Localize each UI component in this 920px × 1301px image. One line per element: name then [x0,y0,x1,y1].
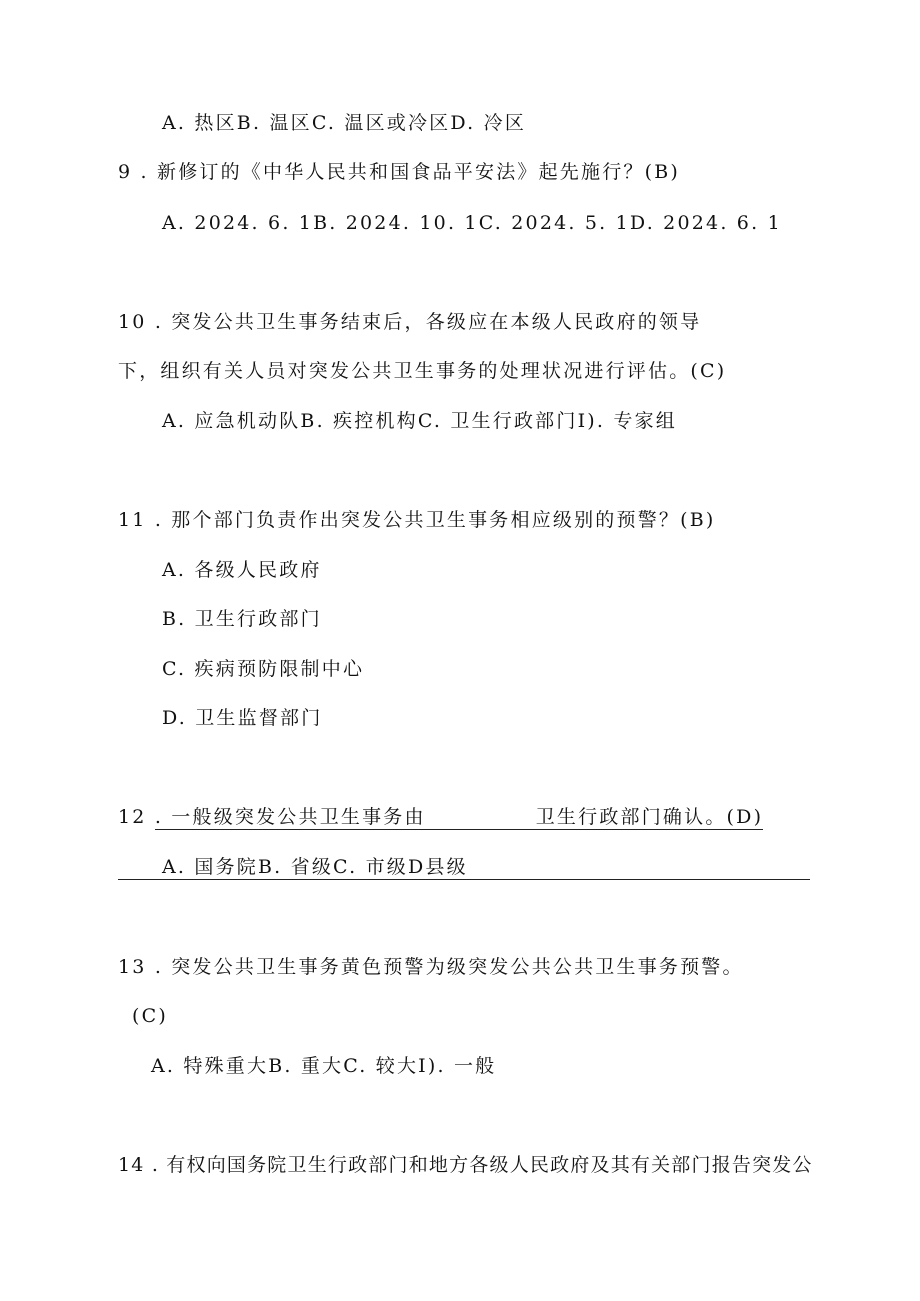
q13-stem-line2: (C) [132,1005,168,1027]
q14-stem-line1: 14 . 有权向国务院卫生行政部门和地方各级人民政府及其有关部门报告突发公 [118,1154,813,1176]
q8-options: A. 热区B. 温区C. 温区或冷区D. 冷区 [162,112,527,134]
q10-stem-line2: 下，组织有关人员对突发公共卫生事务的处理状况进行评估。(C) [118,360,727,382]
q11-option-d: D. 卫生监督部门 [162,707,323,729]
q12-stem-underlined [155,806,763,830]
q9-stem: 9 . 新修订的《中华人民共和国食品平安法》起先施行？(B) [118,161,680,183]
q9-options: A. 2024. 6. 1B. 2024. 10. 1C. 2024. 5. 1D. 2024. 6. 1 [162,212,782,234]
q11-option-c: C. 疾病预防限制中心 [162,658,365,680]
q11-stem: 11 . 那个部门负责作出突发公共卫生事务相应级别的预警？(B) [118,509,716,531]
section-divider [118,879,810,880]
q12-stem [118,805,763,829]
q12-stem-part1: . 一般级突发公共卫生事务由 [154,806,426,828]
q11-option-a: A. 各级人民政府 [162,559,322,581]
q10-stem-line1: 10 . 突发公共卫生事务结束后，各级应在本级人民政府的领导 [118,311,702,333]
q13-options: A. 特殊重大B. 重大C. 较大I). 一般 [151,1055,497,1077]
q10-options: A. 应急机动队B. 疾控机构C. 卫生行政部门I). 专家组 [162,410,677,432]
q12-options: A. 国务院B. 省级C. 市级D县级 [162,856,468,878]
q12-number: 12 [118,806,147,828]
q13-stem-line1: 13 . 突发公共卫生事务黄色预警为级突发公共公共卫生事务预警。 [118,956,744,978]
q11-option-b: B. 卫生行政部门 [162,608,322,630]
q12-stem-part2: 卫生行政部门确认。(D) [535,806,764,828]
